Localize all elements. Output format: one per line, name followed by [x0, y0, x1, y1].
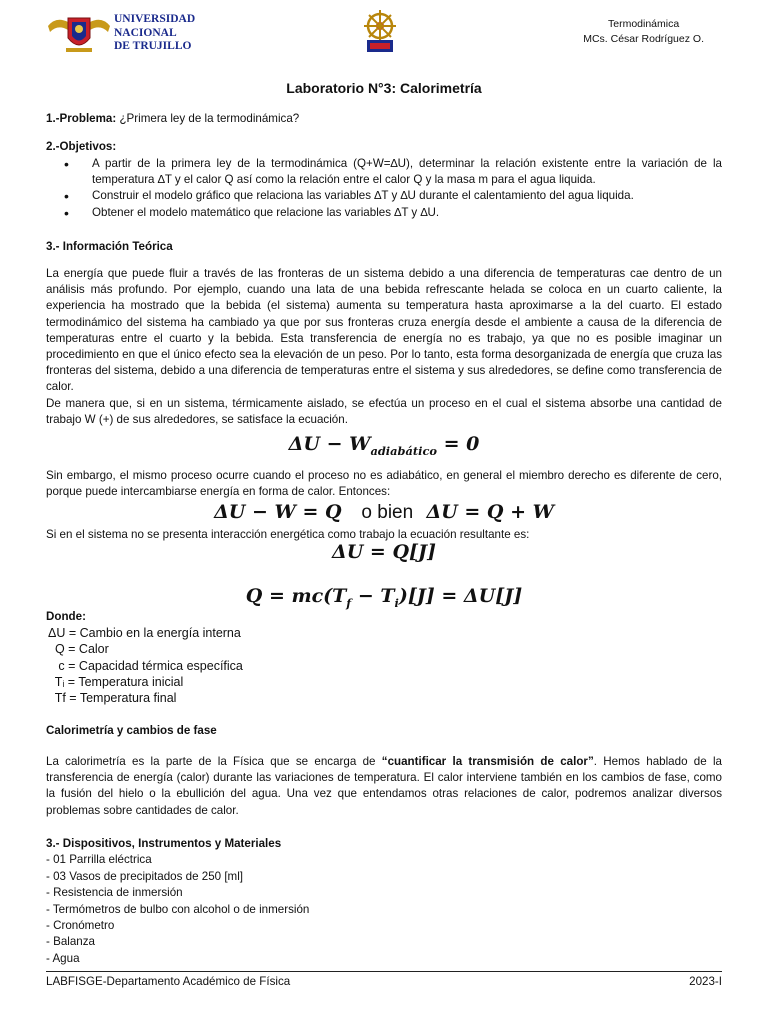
footer-department: LABFISGE-Departamento Académico de Física	[46, 975, 291, 988]
donde-heading	[46, 609, 722, 625]
donde-definitions	[48, 625, 243, 706]
footer-semester: 2023-I	[689, 975, 722, 988]
donde-heading-text: Donde:	[46, 610, 86, 623]
course-name: Termodinámica	[608, 18, 680, 30]
list-item: Q = Calor	[48, 642, 109, 657]
objetivos-heading	[46, 139, 722, 155]
materiales-heading-text: 3.- Dispositivos, Instrumentos y Materiales	[46, 837, 282, 850]
calorimetria-text-end: . Hemos hablado de la transferencia de energía (calor) durante las variaciones de temperatura. El calor interviene también en los cambios de fase, como la fusión del hielo o la ebullición del agua. Una vez que entendamos otras relaciones de calor, podremos analizar diversos problemas sobre cantidades de calor.	[46, 755, 723, 817]
teoria-paragraph-4: Si en el sistema no se presenta interacción energética como trabajo la ecuación resultante es:	[46, 528, 530, 541]
page-header	[46, 10, 722, 56]
list-item: - Termómetros de bulbo con alcohol o de inmersión	[46, 902, 310, 916]
calorimetria-text-bold: “cuantificar la transmisión de calor”	[381, 755, 594, 768]
calorimetria-paragraph	[46, 754, 722, 819]
list-item: - Cronómetro	[46, 919, 115, 933]
equation-calor-sub-i: i	[394, 595, 399, 610]
calorimetria-heading	[46, 723, 722, 739]
teoria-paragraph-3: Sin embargo, el mismo proceso ocurre cuando el proceso no es adiabático, en general el miembro derecho es diferente de cero, porque puede intercambiarse energía en forma de calor. Entonces:	[46, 469, 722, 499]
equation-adiabatic-right: = 0	[436, 433, 480, 455]
list-item: ΔU = Cambio en la energía interna	[48, 626, 241, 640]
equation-calor-part-2: − T	[351, 585, 395, 607]
list-item: - Resistencia de inmersión	[46, 886, 183, 900]
list-item: - Agua	[46, 951, 80, 965]
teoria-heading-text: 3.- Información Teórica	[46, 240, 173, 253]
page-title: Laboratorio N°3: Calorimetría	[286, 80, 482, 96]
teoria-heading	[46, 239, 722, 255]
objetivos-heading-text: 2.-Objetivos:	[46, 140, 117, 153]
list-item: • Construir el modelo gráfico que relaciona las variables ∆T y ∆U durante el calentamiento del agua liquida.	[64, 188, 722, 204]
objetivos-list	[64, 156, 722, 221]
calorimetria-heading-text: Calorimetría y cambios de fase	[46, 724, 217, 737]
equation-calor	[0, 585, 768, 610]
equation-calor-part-1: Q = mc(T	[245, 585, 347, 607]
list-item: - Balanza	[46, 935, 95, 949]
list-item: Tᵢ = Temperatura inicial	[48, 674, 184, 689]
equation-first-law	[0, 501, 768, 524]
university-crest-icon	[46, 12, 112, 54]
university-name	[114, 13, 195, 54]
university-name-line-2: NACIONAL	[114, 26, 177, 39]
equation-first-law-b: ΔU = Q + W	[426, 501, 554, 523]
equation-du-q: ΔU = Q[J]	[332, 541, 436, 563]
equation-calor-sub-f: f	[346, 595, 352, 610]
equation-calor-part-3: )[J] = ΔU[J]	[398, 585, 523, 607]
ship-wheel-emblem-icon	[359, 10, 401, 54]
equation-adiabatic	[0, 433, 768, 458]
footer-divider	[46, 971, 722, 972]
list-item: c = Capacidad térmica específica	[48, 658, 243, 673]
university-name-line-3: DE TRUJILLO	[114, 40, 192, 52]
problema-line	[46, 111, 722, 127]
list-item: - 01 Parrilla eléctrica	[46, 853, 152, 867]
calorimetria-text-start: La calorimetría es la parte de la Física que se encarga de	[46, 755, 382, 768]
materiales-heading	[46, 836, 309, 852]
problema-label: 1.-Problema:	[46, 112, 117, 125]
list-item: • A partir de la primera ley de la termodinámica (Q+W=∆U), determinar la relación existente entre la variación de la temperatura ∆T y el calor Q así como la relación entre el calor Q y la masa m para el agua liquida.	[64, 156, 722, 188]
problema-text: ¿Primera ley de la termodinámica?	[116, 112, 300, 125]
list-item: Tf = Temperatura final	[48, 691, 177, 706]
list-item: • Obtener el modelo matemático que relacione las variables ∆T y ∆U.	[64, 205, 722, 221]
equation-adiabatic-left: ΔU − W	[288, 433, 371, 455]
list-item: - 03 Vasos de precipitados de 250 [ml]	[46, 869, 243, 883]
equation-first-law-or: o bien	[361, 502, 414, 523]
materiales-section	[46, 836, 309, 967]
professor-name: MCs. César Rodríguez O.	[583, 33, 704, 45]
teoria-paragraph-2: De manera que, si en un sistema, térmicamente aislado, se efectúa un proceso en el cual el sistema absorbe una cantidad de trabajo W (+) de sus alrededores, se satisface la ecuación.	[46, 397, 722, 427]
university-name-line-1: UNIVERSIDAD	[114, 13, 196, 25]
equation-first-law-a: ΔU − W = Q	[214, 501, 342, 523]
equation-adiabatic-subscript: adiabático	[370, 443, 437, 458]
header-course-info	[583, 17, 704, 47]
teoria-paragraph-1: La energía que puede fluir a través de las fronteras de un sistema debido a una diferencia de temperaturas cae dentro de un análisis más profundo. Por ejemplo, cuando una lata de una bebida refrescante helada se coloca en un cuarto caliente, la experiencia ha mostrado que la bebida (el sistema) aumenta su temperatura hasta aproximarse a la del cuarto. El estado termodinámico del sistema ha cambiado ya que por sus fronteras cruza energía desde el ambiente a causa de la diferencia de temperaturas entre el cuarto y la bebida. Esta transferencia de energía no es trabajo, ya que no es posible imaginar un procedimiento en que el único efecto sea la elevación de un peso. Por lo tanto, esta forma desorganizada de energía que cruza las fronteras del sistema, debido a una diferencia de temperaturas entre el sistema y sus alrededores, se define como transferencia de calor.	[46, 267, 722, 394]
